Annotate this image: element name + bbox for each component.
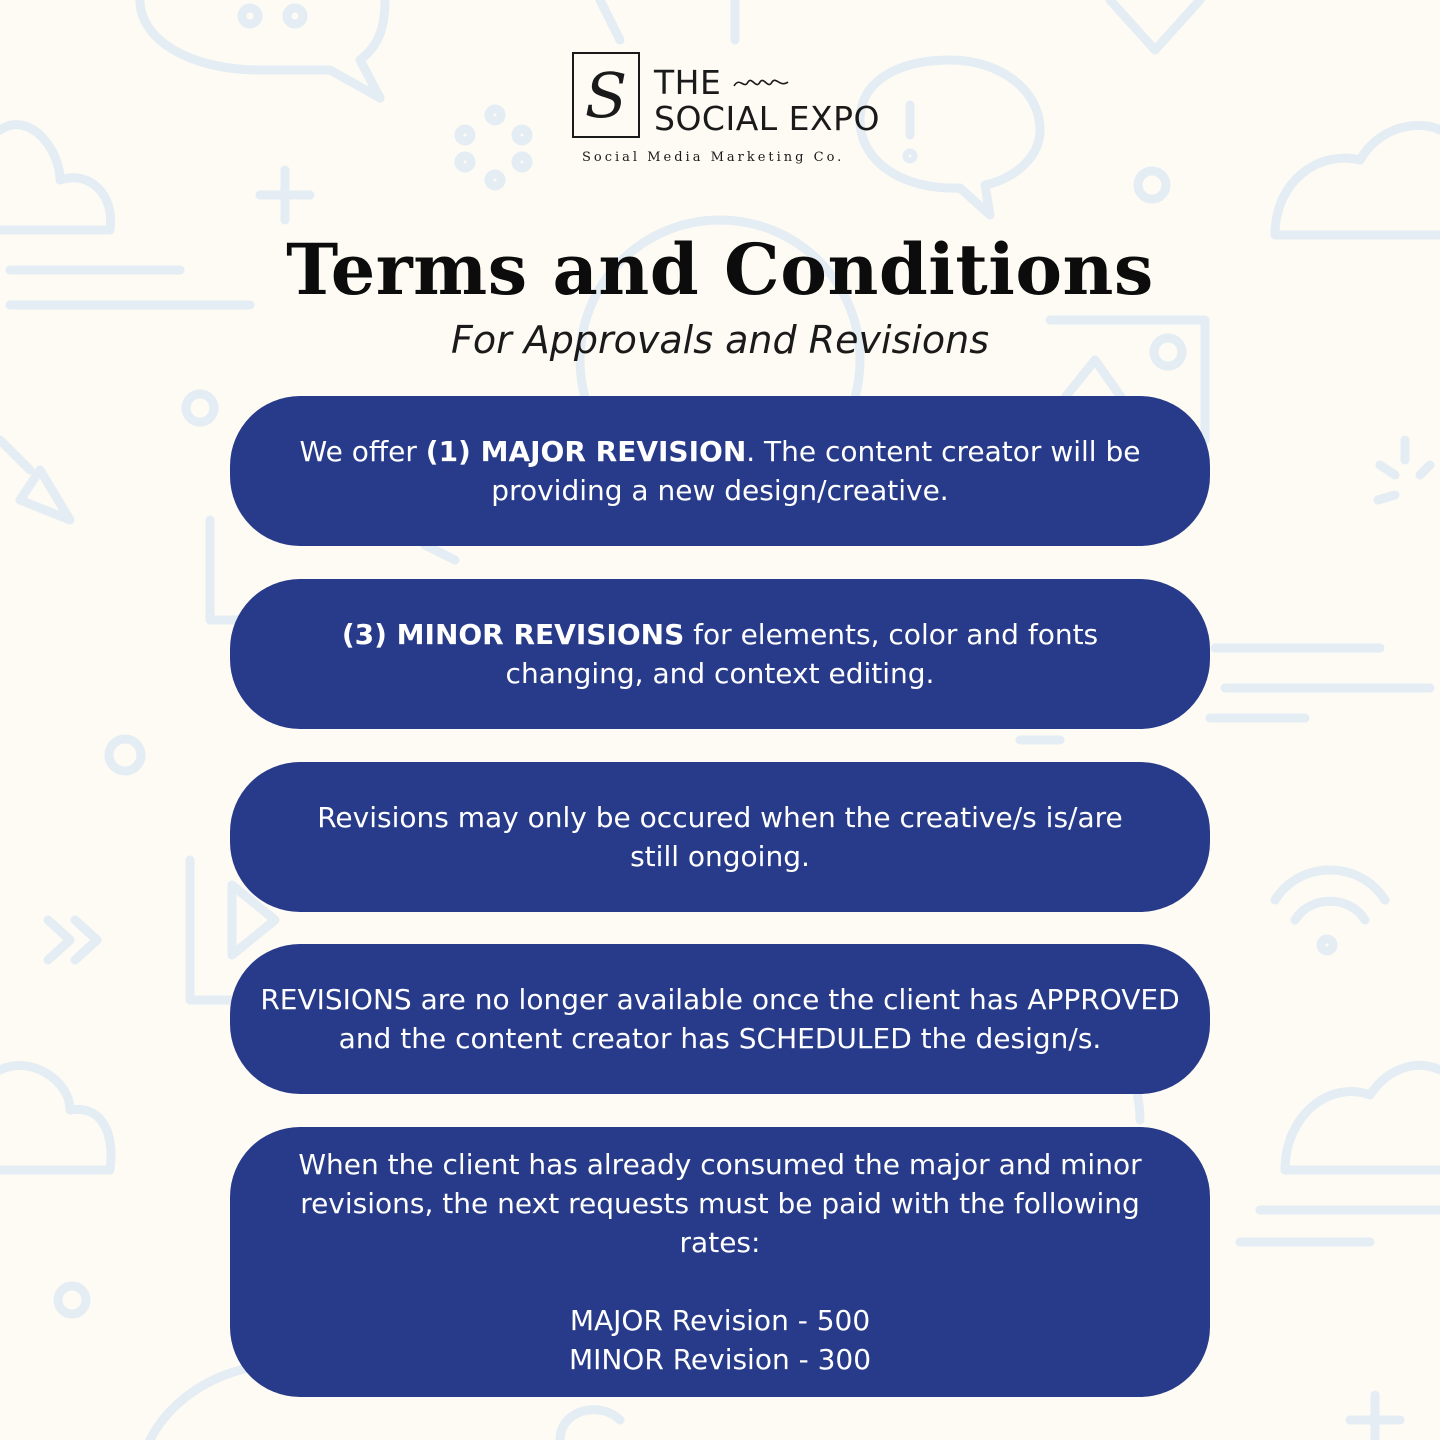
term-card-revision-timing xyxy=(230,762,1210,912)
term-card-minor-revisions xyxy=(230,579,1210,729)
rate-minor-revision: MINOR Revision - 300 xyxy=(568,1343,872,1376)
logo-monogram-box xyxy=(572,52,640,138)
page-title: Terms and Conditions xyxy=(286,228,1154,311)
logo-tagline: Social Media Marketing Co. xyxy=(582,150,845,165)
term-text xyxy=(270,615,1170,693)
logo-squiggle-icon xyxy=(732,72,792,92)
term-card-paid-rates xyxy=(230,1127,1210,1397)
term-text-highlight: (3) MINOR REVISIONS xyxy=(341,618,685,651)
page-subtitle: For Approvals and Revisions xyxy=(450,318,989,362)
term-card-after-approval xyxy=(230,944,1210,1094)
term-text-highlight: (1) MAJOR REVISION xyxy=(425,435,747,468)
logo-name-line2: SOCIAL EXPO xyxy=(654,99,880,138)
logo-name-line1: THE xyxy=(654,63,722,102)
term-text-suffix: for elements, color and fonts changing, and context editing. xyxy=(505,618,1099,690)
term-text: When the client has already consumed the major and minor revisions, the next requests must be paid with the following rates: xyxy=(298,1148,1142,1259)
term-text: REVISIONS are no longer available once the client has APPROVED and the content creator has SCHEDULED the design/s. xyxy=(260,983,1180,1055)
term-text xyxy=(270,432,1170,510)
term-text-suffix: . The content creator will be providing a new design/creative. xyxy=(491,435,1141,507)
rate-major-revision: MAJOR Revision - 500 xyxy=(569,1304,871,1337)
logo-monogram-letter: S xyxy=(584,59,628,132)
term-card-major-revision xyxy=(230,396,1210,546)
brand-logo xyxy=(572,52,892,172)
term-text: Revisions may only be occured when the creative/s is/are still ongoing. xyxy=(317,801,1123,873)
term-text-prefix: We offer xyxy=(299,435,426,468)
